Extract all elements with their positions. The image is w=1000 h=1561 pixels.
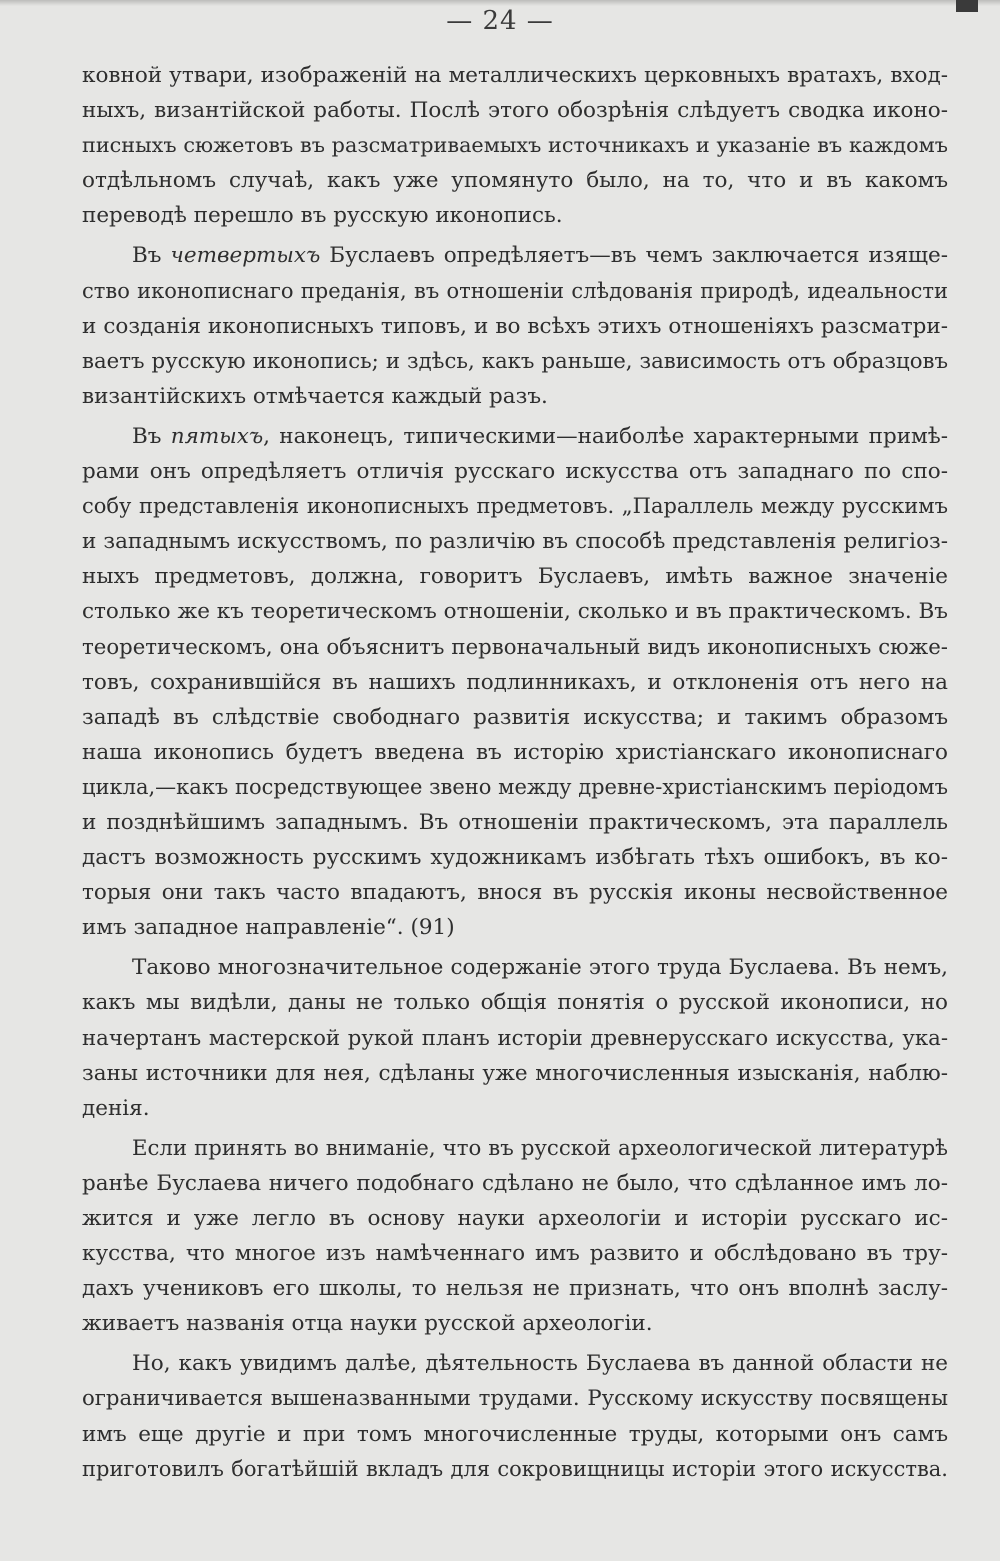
text-line: денія. [82, 1095, 150, 1121]
text-line: дахъ учениковъ его школы, то нельзя не признать, что онъ вполнѣ заслу- [82, 1276, 948, 1302]
text-line: товъ, сохранившійся въ нашихъ подлинникахъ, и отклоненія отъ него на [82, 669, 948, 695]
text-line: Таково многозначительное содержаніе этого труда Буслаева. Въ немъ, [132, 955, 948, 981]
text-line: ваетъ русскую иконопись; и здѣсь, какъ раньше, зависимость отъ образцовъ [82, 348, 948, 374]
text-line: и созданія иконописныхъ типовъ, и во всѣхъ этихъ отношеніяхъ разсматри- [82, 313, 948, 339]
paragraph [82, 950, 948, 1125]
text-line: какъ мы видѣли, даны не только общія понятія о русской иконописи, но [82, 990, 948, 1016]
text-line: ковной утвари, изображеній на металлическихъ церковныхъ вратахъ, вход- [82, 63, 948, 88]
text-line: цикла,—какъ посредствующее звено между древне-христіанскимъ періодомъ [82, 774, 948, 799]
text-line: начертанъ мастерской рукой планъ исторіи древнерусскаго искусства, ука- [82, 1025, 948, 1051]
text-line: собу представленія иконописныхъ предметовъ. „Параллель между русскимъ [82, 494, 948, 519]
text-line: дастъ возможность русскимъ художникамъ избѣгать тѣхъ ошибокъ, въ ко- [82, 845, 948, 871]
text-line: переводѣ перешло въ русскую иконопись. [82, 203, 563, 229]
paragraph [82, 58, 948, 233]
text-line: Если принять во вниманіе, что въ русской археологической литературѣ [132, 1135, 948, 1161]
paragraph [82, 238, 948, 413]
text-line: Въ пятыхъ, наконецъ, типическими—наиболѣе характерными примѣ- [132, 423, 948, 449]
text-line: западѣ въ слѣдствіе свободнаго развитія искусства; и такимъ образомъ [82, 704, 948, 730]
text-line: византійскихъ отмѣчается каждый разъ. [82, 383, 548, 409]
text-line: ство иконописнаго преданія, въ отношеніи слѣдованія природѣ, идеальности [82, 278, 948, 303]
text-line: имъ западное направленіе“. (91) [82, 915, 455, 941]
text-line: имъ еще другіе и при томъ многочисленные труды, которыми онъ самъ [82, 1421, 948, 1447]
text-line: отдѣльномъ случаѣ, какъ уже упомянуто было, на то, что и въ какомъ [82, 168, 948, 194]
text-line: ныхъ предметовъ, должна, говоритъ Буслаевъ, имѣть важное значеніе [82, 564, 948, 590]
text-line: и позднѣйшимъ западнымъ. Въ отношеніи практическомъ, эта параллель [82, 809, 948, 835]
text-line: писныхъ сюжетовъ въ разсматриваемыхъ источникахъ и указаніе въ каждомъ [82, 133, 948, 158]
text-line: теоретическомъ, она объяснитъ первоначальный видъ иконописныхъ сюже- [82, 634, 948, 660]
text-line: торыя они такъ часто впадаютъ, внося въ русскія иконы несвойственное [82, 880, 948, 906]
text-line: Въ четвертыхъ Буслаевъ опредѣляетъ—въ чемъ заключается изяще- [132, 243, 948, 269]
text-line: Но, какъ увидимъ далѣе, дѣятельность Буслаева въ данной области не [132, 1351, 948, 1377]
text-line: ранѣе Буслаева ничего подобнаго сдѣлано не было, что сдѣланное имъ ло- [82, 1170, 948, 1196]
text-line: ныхъ, византійской работы. Послѣ этого обозрѣнія слѣдуетъ сводка иконо- [82, 98, 948, 124]
text-line: рами онъ опредѣляетъ отличія русскаго искусства отъ западнаго по спо- [82, 459, 948, 485]
paragraph [82, 1346, 948, 1486]
text-line: приготовилъ богатѣйшій вкладъ для сокровищницы исторіи этого искусства. [82, 1456, 948, 1481]
text-line: столько же къ теоретическомъ отношеніи, сколько и въ практическомъ. Въ [82, 599, 948, 625]
paragraph [82, 419, 948, 945]
text-line: живаетъ названія отца науки русской археологіи. [82, 1311, 653, 1337]
text-line: и западнымъ искусствомъ, по различію въ способѣ представленія религіоз- [82, 529, 948, 555]
text-line: заны источники для нея, сдѣланы уже многочисленныя изысканія, наблю- [82, 1060, 948, 1086]
paragraph [82, 1131, 948, 1342]
page-number: — 24 — [446, 6, 554, 36]
text-line: жится и уже легло въ основу науки археологіи и исторіи русскаго ис- [82, 1206, 948, 1231]
text-line: ограничивается вышеназванными трудами. Русскому искусству посвящены [82, 1386, 948, 1412]
text-line: кусства, что многое изъ намѣченнаго имъ развито и обслѣдовано въ тру- [82, 1241, 948, 1267]
page-body [82, 58, 948, 1487]
text-line: наша иконопись будетъ введена въ исторію христіанскаго иконописнаго [82, 739, 948, 765]
